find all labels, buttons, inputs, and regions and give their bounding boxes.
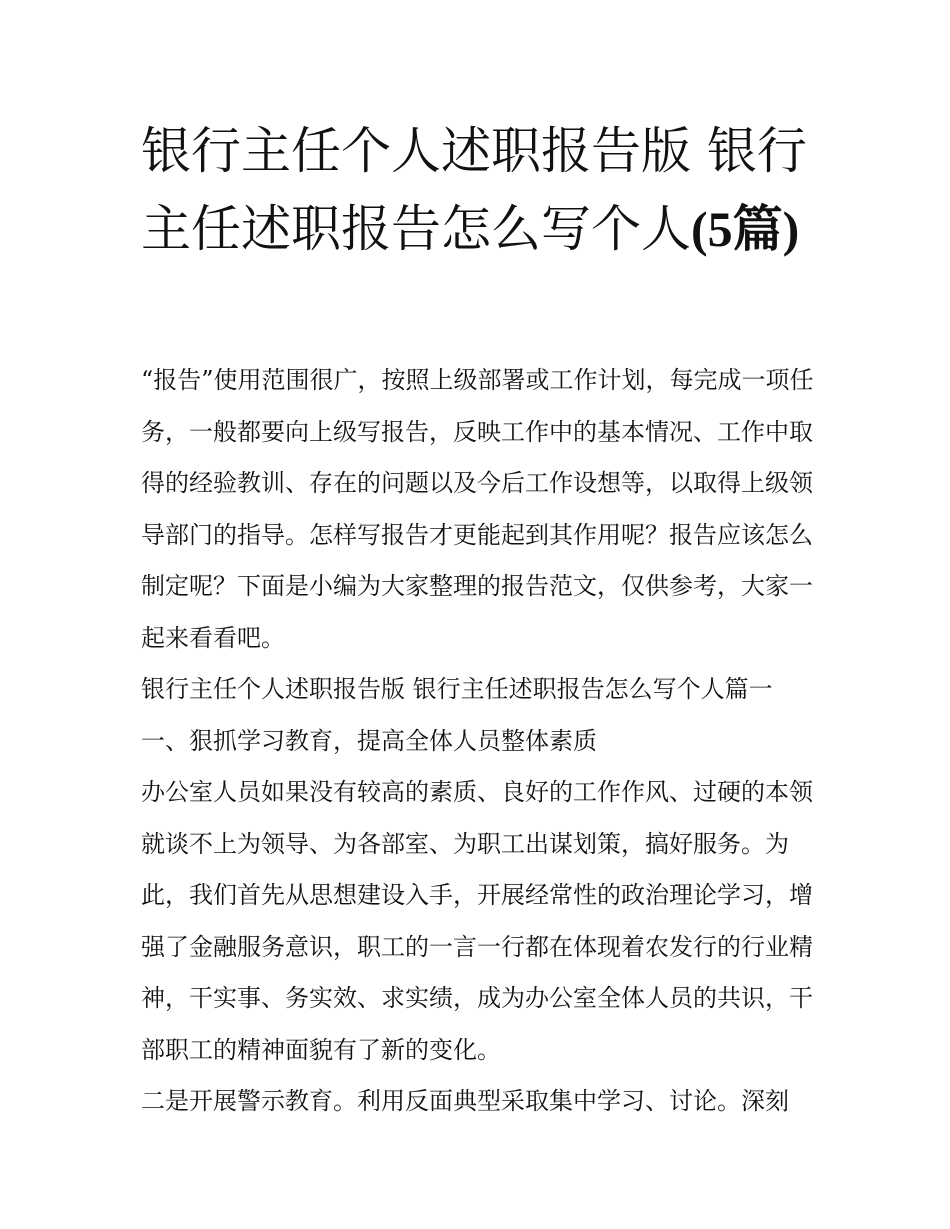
document-title-main: 银行主任个人述职报告版 银行主任述职报告怎么写个人 — [141, 122, 807, 258]
body-paragraph: 办公室人员如果没有较高的素质、良好的工作作风、过硬的本领就谈不上为领导、为各部室、为职工出谋划策，搞好服务。为此，我们首先从思想建设入手，开展经常性的政治理论学习，增强了金融服务意识，职工的一言一行都在体现着农发行的行业精神，干实事、务实效、求实绩，成为办公室全体人员的共识，干部职工的精神面貌有了新的变化。 — [141, 778, 813, 1064]
intro-paragraph: “报告”使用范围很广，按照上级部署或工作计划，每完成一项任务，一般都要向上级写报告，反映工作中的基本情况、工作中取得的经验教训、存在的问题以及今后工作设想等，以取得上级领导部门的指导。怎样写报告才更能起到其作用呢？报告应该怎么制定呢？下面是小编为大家整理的报告范文，仅供参考，大家一起来看看吧。 — [141, 366, 814, 652]
body-paragraph-warning-education: 二是开展警示教育。利用反面典型采取集中学习、讨论。深刻 — [141, 1087, 789, 1115]
subheading-study-education: 一、狠抓学习教育，提高全体人员整体素质 — [141, 726, 597, 755]
document-title-tail: (5篇) — [691, 201, 800, 257]
document-body — [141, 355, 821, 1128]
document-title — [141, 112, 821, 268]
section-heading: 银行主任个人述职报告版 银行主任述职报告怎么写个人篇一 — [141, 675, 773, 703]
